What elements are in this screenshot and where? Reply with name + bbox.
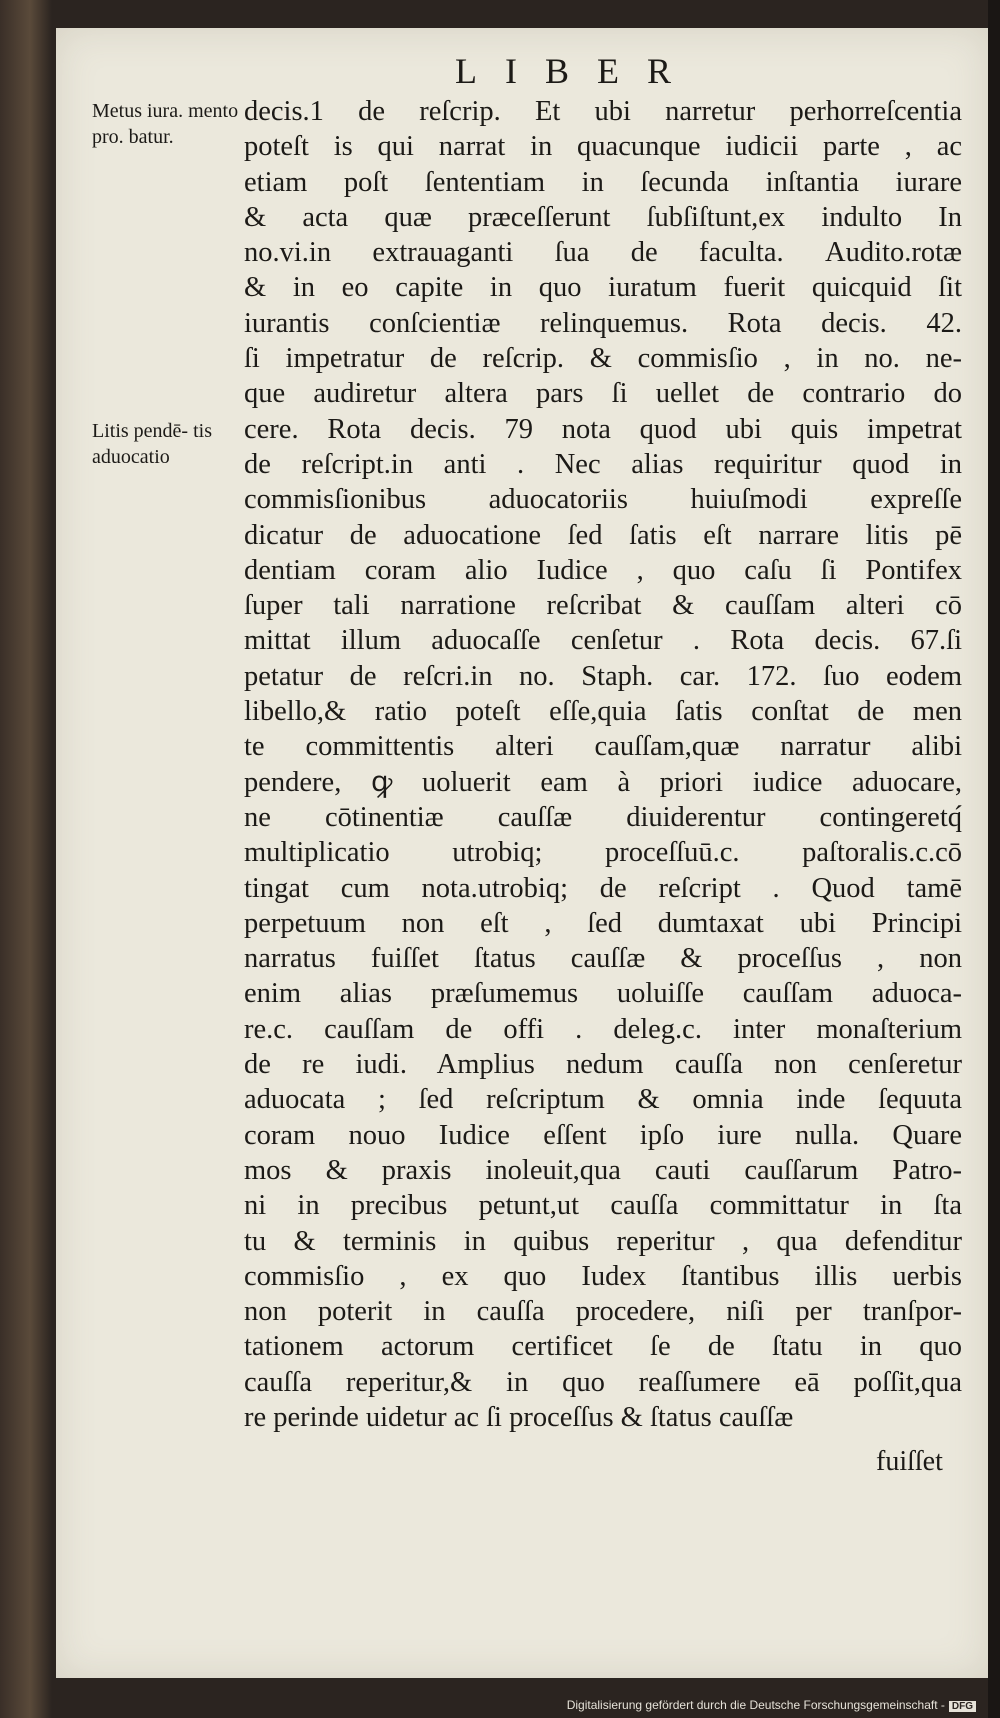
text-line: perpetuum non eſt , ſed dumtaxat ubi Principi — [244, 907, 962, 939]
text-line: que audiretur altera pars ſi uellet de contrario do — [244, 378, 962, 410]
text-line: mos & praxis inoleuit,qua cauti cauſſarum Patro- — [244, 1154, 962, 1186]
text-line: re perinde uidetur ac ſi proceſſus & ſtatus cauſſæ — [244, 1401, 794, 1433]
text-line: non poterit in cauſſa procedere, niſi per tranſpor- — [244, 1296, 962, 1328]
dfg-logo: DFG — [949, 1701, 976, 1712]
text-line: poteſt is qui narrat in quacunque iudicii parte , ac — [244, 131, 962, 163]
text-line: dicatur de aduocatione ſed ſatis eſt narrare litis pē — [244, 519, 962, 551]
text-line: de reſcript.in anti . Nec alias requiritur quod in — [244, 448, 962, 480]
text-line: petatur de reſcri.in no. Staph. car. 172. ſuo eodem — [244, 660, 962, 692]
text-line: & in eo capite in quo iuratum fuerit quicquid ſit — [244, 272, 962, 304]
text-line: enim alias præſumemus uoluiſſe cauſſam aduoca- — [244, 978, 962, 1010]
text-line: tationem actorum certificet ſe de ſtatu in quo — [244, 1331, 962, 1363]
text-line: de re iudi. Amplius nedum cauſſa non cenſeretur — [244, 1049, 962, 1081]
digitization-credit — [0, 1698, 1000, 1712]
text-line: tu & terminis in quibus reperitur , qua defenditur — [244, 1225, 962, 1257]
text-line: aduocata ; ſed reſcriptum & omnia inde ſequuta — [244, 1084, 962, 1116]
text-line: cere. Rota decis. 79 nota quod ubi quis impetrat — [244, 413, 962, 445]
marginal-note-2: Litis pendē- tis aduocatio — [92, 420, 212, 468]
text-line: libello,& ratio poteſt eſſe,quia ſatis conſtat de men — [244, 696, 962, 728]
text-line: cauſſa reperitur,& in quo reaſſumere eā poſſit,qua — [244, 1366, 962, 1398]
text-line: te committentis alteri cauſſam,quæ narratur alibi — [244, 731, 962, 763]
text-line: re.c. cauſſam de offi . deleg.c. inter monaſterium — [244, 1013, 962, 1045]
text-line: ni in precibus petunt,ut cauſſa committatur in ſta — [244, 1190, 962, 1222]
running-header: LIBER — [455, 51, 699, 91]
marginal-note-1: Metus iura. mento pro. batur. — [92, 100, 239, 148]
text-line: mittat illum aduocaſſe cenſetur . Rota decis. 67.ſi — [244, 625, 962, 657]
text-line: ne cōtinentiæ cauſſæ diuiderentur contingeretq́ — [244, 801, 962, 833]
main-text-block — [244, 94, 962, 1435]
text-line: ſuper tali narratione reſcribat & cauſſam alteri cō — [244, 590, 962, 622]
text-line: dentiam coram alio Iudice , quo caſu ſi Pontifex — [244, 554, 962, 586]
text-line: multiplicatio utrobiq; proceſſuū.c. paſtoralis.c.cō — [244, 837, 962, 869]
text-line: tingat cum nota.utrobiq; de reſcript . Quod tamē — [244, 872, 962, 904]
text-line: narratus fuiſſet ſtatus cauſſæ & proceſſus , non — [244, 943, 962, 975]
credit-text: Digitalisierung gefördert durch die Deutsche Forschungsgemeinschaft - — [566, 1698, 945, 1712]
text-line: etiam poſt ſententiam in ſecunda inſtantia iurare — [244, 166, 962, 198]
book-page — [56, 28, 988, 1678]
catchword: fuiſſet — [876, 1446, 943, 1477]
text-line: commisſionibus aduocatoriis huiuſmodi expreſſe — [244, 484, 962, 516]
text-line: ſi impetratur de reſcrip. & commisſio , in no. ne- — [244, 343, 962, 375]
text-line: iurantis conſcientiæ relinquemus. Rota decis. 42. — [244, 307, 962, 339]
text-line: decis.1 de reſcrip. Et ubi narretur perhorreſcentia — [244, 96, 962, 127]
text-line: & acta quæ præceſſerunt ſubſiſtunt,ex indulto In — [244, 201, 962, 233]
text-line: no.vi.in extrauaganti ſua de facultа. Audito.rotæ — [244, 237, 962, 269]
book-edge — [988, 0, 1000, 1718]
text-line: pendere, ꝙ uoluerit eam à priori iudice aduocare, — [244, 766, 962, 798]
text-line: commisſio , ex quo Iudex ſtantibus illis uerbis — [244, 1260, 962, 1292]
text-line: coram nouo Iudice eſſent ipſo iure nulla. Quare — [244, 1119, 962, 1151]
